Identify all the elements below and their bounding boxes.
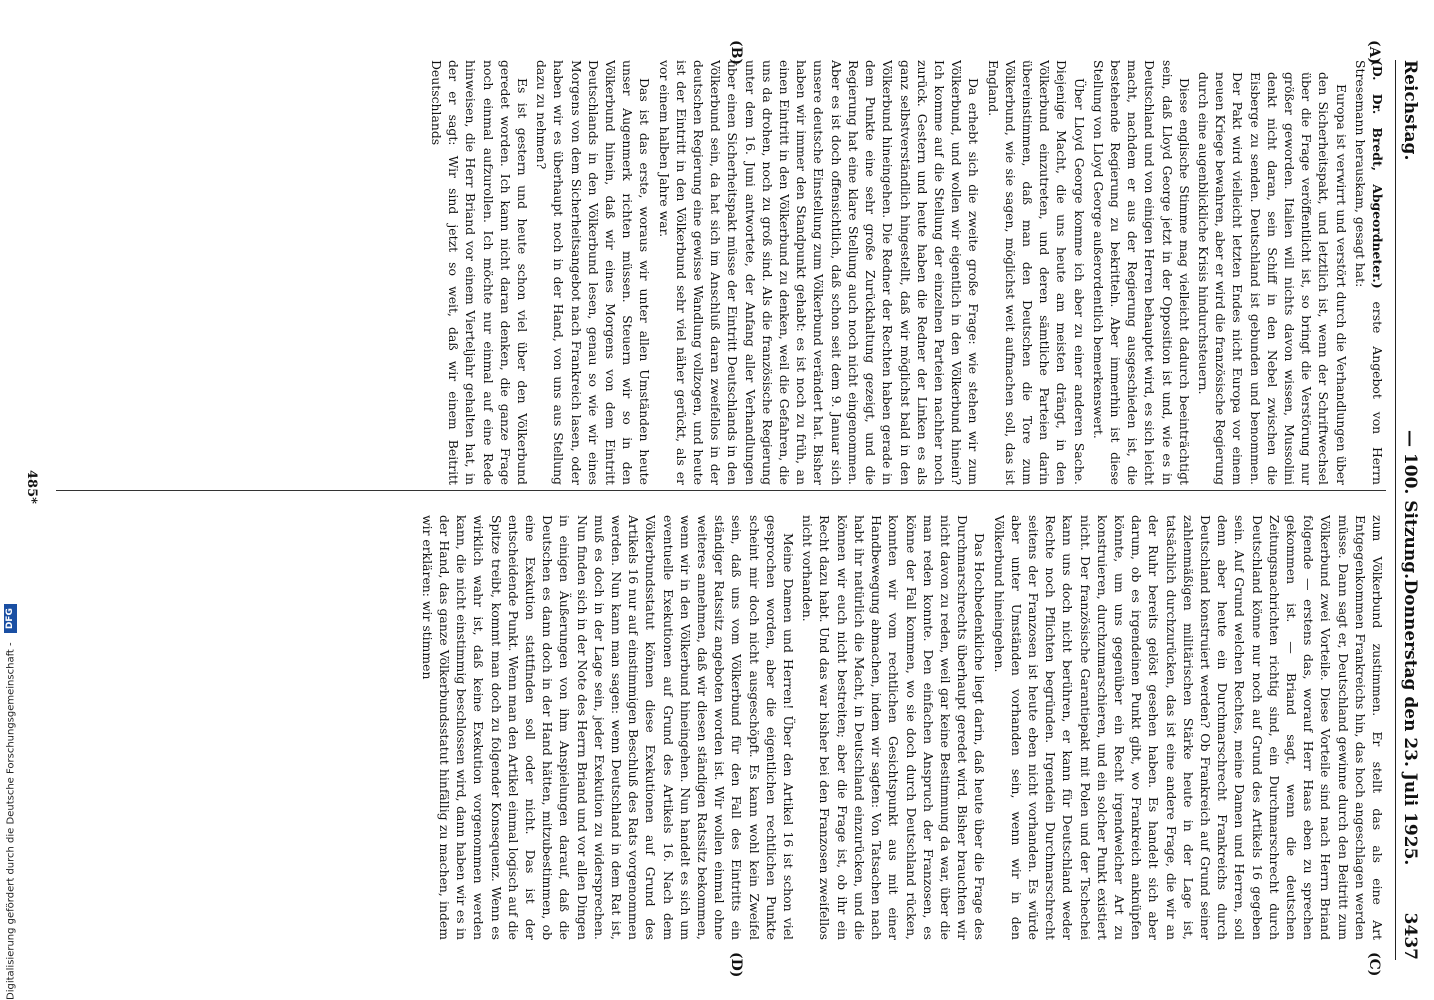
paragraph-text: erste Angebot von Herrn Stresemann herauskam, gesagt hat: xyxy=(1352,60,1385,485)
paragraph: Diese englische Stimme mag vielleicht dadurch beeinträchtigt sein, daß Lloyd George jetzt in der Opposition ist und, wie es in Deutschland und von einigen Herren behauptet wird, es sich leicht macht, nachdem er aus der Regierung ausgeschieden ist, die bestehende Regierung zu bekritteln. Aber immerhin ist diese Stellung von Lloyd George außerordentlich bemerkenswert. xyxy=(1090,60,1192,485)
margin-marker-a: (A) xyxy=(1366,40,1382,65)
quotation-paragraph: Europa ist verwirrt und verstört durch die Verhandlungen über den Sicherheitspakt, und letztlich ist, wenn der Schriftwechsel über die Frage veröffentlicht ist, so bringt die Verstörung nur größer geworden. Italien will nichts davon wissen, Mussolini denkt nicht daran, sein Schiff in den Nebel zwischen die Eisberge zu senden. Deutschland ist gebunden und benommen. Der Pakt wird vielleicht letzten Endes nicht Europa vor einem neuen Kriege bewahren, aber er wird die französische Regierung durch eine augenblickliche Krisis hindurchsteuern. xyxy=(1195,72,1349,485)
left-text-column xyxy=(46,60,1386,485)
footer-credit-text: Digitalisierung gefördert durch die Deutsche Forschungsgemeinschaft - xyxy=(5,642,17,1000)
speaker-attribution: (D. Dr. Bredt, Abgeordneter.) xyxy=(1370,60,1385,289)
header-publication: Reichstag. xyxy=(1400,60,1420,161)
margin-marker-c: (C) xyxy=(1366,952,1382,977)
header-page-number: 3437 xyxy=(1400,912,1420,960)
paragraph: Da erhebt sich die zweite große Frage: wie stehen wir zum Völkerbund, und wollen wir eigentlich in den Völkerbund hinein? Ich komme auf die Stellung der einzelnen Parteien nachher noch zurück. Gestern und heute haben die Redner der Linken es als ganz selbstverständlich hingestellt, daß wir möglichst bald in den Völkerbund hineingehen. Die Redner der Rechten haben gerade in dem Punkte eine sehr große Zurückhaltung gezeigt, und die Regierung hat eine klare Stellung auch noch nicht eingenommen. Aber es ist doch offensichtlich, daß schon seit dem 9. Januar sich unsere deutsche Einstellung zum Völkerbund verändert hat. Bisher haben wir immer den Standpunkt gehabt: es ist noch zu früh, an einen Eintritt in den Völkerbund zu denken, weil die Gefahren, die uns da drohen, noch zu groß sind. Als die französische Regierung unter dem 16. Juni antwortete, der Anfang aller Verhandlungen über einen Sicherheitspakt müsse der Eintritt Deutschlands in den Völkerbund sein, da hat sich im Anschluß daran zweifellos in der deutschen Regierung eine gewisse Wandlung vollzogen, und heute ist der Eintritt in den Völkerbund sehr viel näher gerückt, als er vor einem halben Jahre war. xyxy=(656,60,982,485)
paragraph: Über Lloyd George komme ich aber zu einer anderen Sache. Diejenige Macht, die uns heute am meisten drängt, in den Völkerbund einzutreten, und deren sämtliche Parteien darin übereinstimmen, daß man den Deutschen die Tore zum Völkerbund, wie sie sagen, möglichst weit aufmachen soll, das ist England. xyxy=(985,60,1087,485)
header-session: — 100. Sitzung. xyxy=(1400,430,1420,580)
right-text-column xyxy=(46,515,1386,940)
header-date-page xyxy=(1400,580,1420,960)
paragraph: zum Völkerbund zustimmen. Er stellt das als eine Art Entgegenkommen Frankreichs hin, das hoch angeschlagen werden müsse. Dann sagt er, Deutschland gewinne durch den Beitritt zum Völkerbund zwei Vorteile. Diese Vorteile sind nach Herrn Briand folgende — erstens das, worauf Herr Haas eben zu sprechen gekommen ist. — Briand sagt, wenn die deutschen Zeitungsnachrichten richtig sind, ein Durchmarschrecht durch Deutschland könne nur noch auf Grund des Artikels 16 gegeben sein. Auf Grund welchen Rechtes, meine Damen und Herren, soll denn aber heute ein Durchmarschrecht Frankreichs durch Deutschland konstruiert werden? Ob Frankreich auf Grund seiner zahlenmäßigen militärischen Stärke heute in der Lage ist, tatsächlich durchzurücken, das ist eine andere Frage, die wir an der Ruhr bereits gelöst gesehen haben. Es handelt sich aber darum, ob es irgendeinen Punkt gibt, wo Frankreich anknüpfen könnte, um uns gegenüber ein Recht irgendwelcher Art zu konstruieren, durchzumarschieren, und ein solcher Punkt existiert nicht. Der französische Garantiepakt mit Polen und der Tschechei kann uns doch nicht berühren, er kann für Deutschland weder Rechte noch Pflichten begründen. Irgendein Durchmarschrecht seitens der Franzosen ist heute eben nicht vorhanden. Es würde aber unter Umständen vorhanden sein, wenn wir in den Völkerbund hineingehen. xyxy=(991,515,1385,940)
digitization-footer xyxy=(4,10,18,1000)
paragraph: Das Hochbedenkliche liegt darin, daß heute über die Frage des Durchmarschrechts überhaupt geredet wird. Bisher brauchten wir nicht davon zu reden, weil gar keine Bestimmung da war, über die man reden konnte. Den einfachen Anspruch der Franzosen, es könne der Fall kommen, wo sie doch durch Deutschland rücken, konnten wir vom rechtlichen Gesichtspunkt aus mit einer Handbewegung abmachen, indem wir sagten: Von Tatsachen nach habt ihr natürlich die Macht, in Deutschland einzurücken, und die können wir euch nicht bestreiten; aber die Frage ist, ob ihr ein Recht dazu habt. Und das war bisher bei den Franzosen zweifellos nicht vorhanden. xyxy=(800,515,988,940)
column-divider xyxy=(56,490,1386,491)
page-signature: 485* xyxy=(24,470,39,504)
margin-marker-d: (D) xyxy=(728,952,744,978)
paragraph: Es ist gestern und heute schon viel über den Völkerbund geredet worden. Ich kann nicht daran denken, die ganze Frage noch einmal aufzurollen. Ich möchte nur einmal auf eine Rede hinweisen, die Herr Briand vor einem Vierteljahr gehalten hat, in der er sagt: Wir sind jetzt so weit, daß wir einem Beitritt Deutschlands xyxy=(429,60,531,485)
header-date: Donnerstag den 23. Juli 1925. xyxy=(1400,579,1420,866)
margin-marker-b: (B) xyxy=(728,40,744,66)
page-header xyxy=(1395,60,1422,960)
speaker-paragraph xyxy=(1352,60,1386,485)
dfg-logo-icon: DFG xyxy=(4,604,17,633)
paragraph: Meine Damen und Herren! Über den Artikel 16 ist schon viel gesprochen worden, aber die eigentlichen rechtlichen Punkte scheint mir doch nicht ausgeschöpft. Es kann wohl kein Zweifel sein, daß uns vom Völkerbund für den Fall des Eintritts ein ständiger Ratssitz angeboten worden ist. Wir wollen einmal ohne weiteres annehmen, daß wir diesen ständigen Ratssitz bekommen, wenn wir in den Völkerbund hineingehen. Nun handelt es sich um eventuelle Exekutionen auf Grund des Artikels 16. Nach dem Völkerbundsstatut können diese Exekutionen auf Grund des Artikels 16 nur auf einstimmigen Beschluß des Rats vorgenommen werden. Nun kann man sagen: wenn Deutschland in dem Rat ist, muß es doch in der Lage sein, jeder Exekution zu widersprechen. Nun finden sich in der Note des Herrn Briand und vor allen Dingen in einigen Äußerungen von ihm Anspielungen darauf, daß die Deutschen es dann doch in der Hand hätten, mitzubestimmen, ob eine Exekution stattfinden soll oder nicht. Das ist der entscheidende Punkt. Wenn man den Artikel einmal logisch auf die Spitze treibt, kommt man doch zu folgender Konsequenz. Wenn es wirklich wahr ist, daß keine Exekution vorgenommen werden kann, die nicht einstimmig beschlossen wird, dann haben wir es in der Hand, das ganze Völkerbundsstatut hinfällig zu machen, indem wir erklären: wir stimmen xyxy=(419,515,797,940)
paragraph: Das ist das erste, woraus wir unter allen Umständen heute unser Augenmerk richten müssen. Steuern wir so in den Völkerbund hinein, daß wir eines Morgens von dem Eintritt Deutschlands in den Völkerbund lesen, genau so wie wir eines Morgens von dem Sicherheitsangebot nach Frankreich lasen, oder haben wir es überhaupt noch in der Hand, von uns aus Stellung dazu zu nehmen? xyxy=(534,60,653,485)
